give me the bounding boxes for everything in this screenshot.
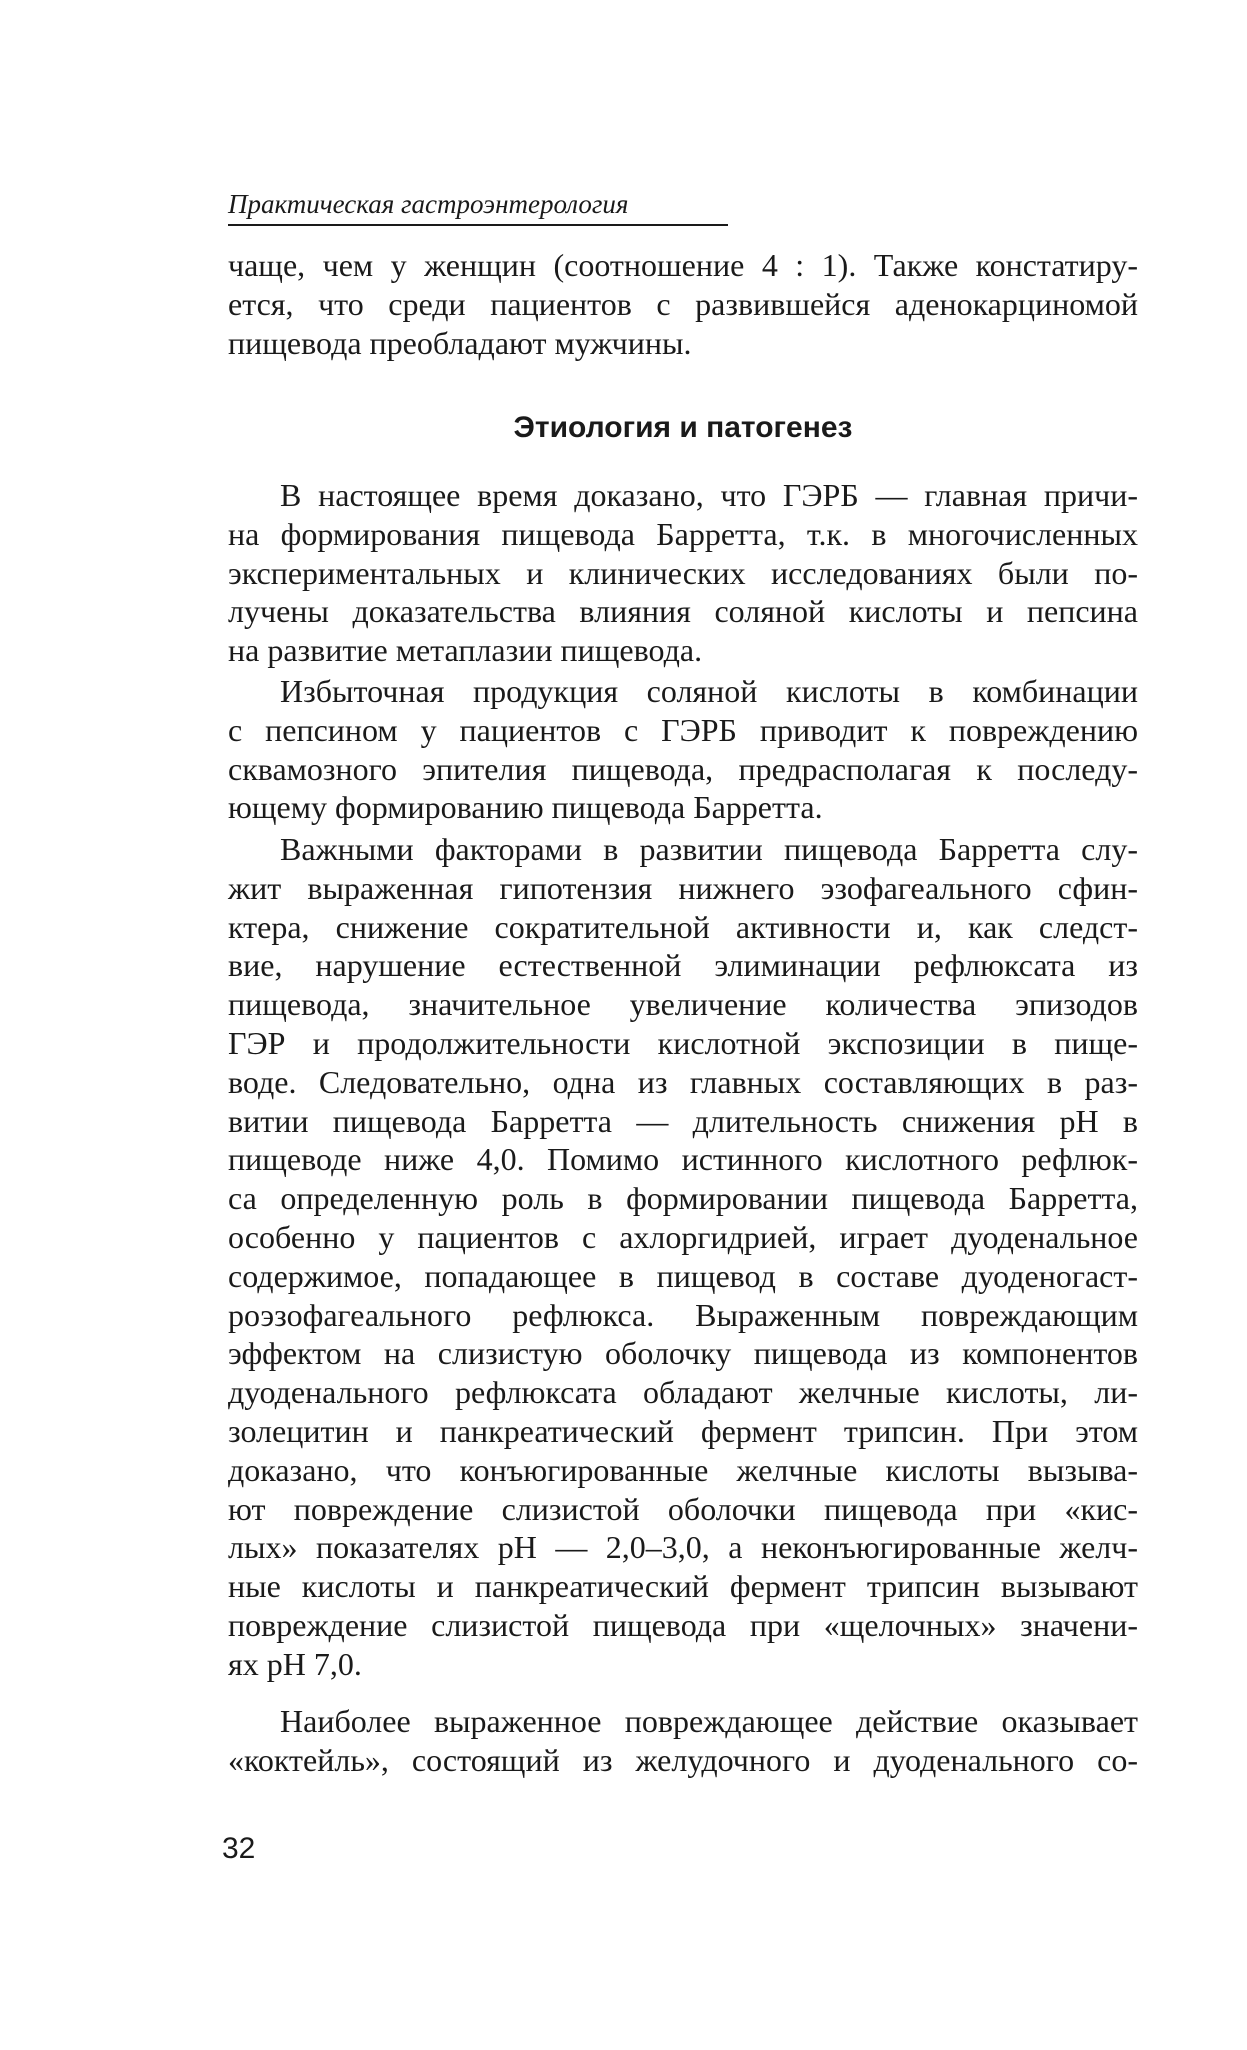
text-line: жит выраженная гипотензия нижнего эзофагеального сфин-: [228, 869, 1138, 906]
text-line: ющему формированию пищевода Барретта.: [228, 789, 823, 826]
intro-paragraph: [228, 246, 1138, 362]
text-line: В настоящее время доказано, что ГЭРБ — главная причи-: [280, 477, 1138, 513]
text-line: ктера, снижение сократительной активности и, как следст-: [228, 908, 1138, 945]
text-line: ные кислоты и панкреатический фермент трипсин вызывают: [228, 1568, 1138, 1605]
page-number: 32: [222, 1832, 256, 1865]
text-line: лучены доказательства влияния соляной кислоты и пепсина: [228, 593, 1138, 630]
text-line: с пепсином у пациентов с ГЭРБ приводит к повреждению: [228, 711, 1138, 748]
text-line: лых» показателях pH — 2,0–3,0, а неконъюгированные желч-: [228, 1529, 1138, 1566]
text-line: содержимое, попадающее в пищевод в составе дуоденогаст-: [228, 1257, 1138, 1294]
paragraph-1: [228, 476, 1138, 670]
text-line: ется, что среди пациентов с развившейся аденокарциномой: [228, 285, 1138, 322]
text-line: пищевода преобладают мужчины.: [228, 324, 692, 361]
text-line: Наиболее выраженное повреждающее действие оказывает: [280, 1703, 1138, 1739]
text-line: золецитин и панкреатический фермент трипсин. При этом: [228, 1412, 1138, 1449]
text-line: на формирования пищевода Барретта, т.к. в многочисленных: [228, 515, 1138, 552]
paragraph-2: [228, 672, 1138, 827]
text-line: ют повреждение слизистой оболочки пищевода при «кис-: [228, 1490, 1138, 1527]
text-line: Важными факторами в развитии пищевода Барретта слу-: [280, 831, 1138, 867]
text-line: на развитие метаплазии пищевода.: [228, 632, 703, 669]
text-line: дуоденального рефлюксата обладают желчные кислоты, ли-: [228, 1374, 1138, 1411]
text-line: особенно у пациентов с ахлоргидрией, играет дуоденальное: [228, 1218, 1138, 1255]
text-line: доказано, что конъюгированные желчные кислоты вызыва-: [228, 1451, 1138, 1488]
text-line: воде. Следовательно, одна из главных составляющих в раз-: [228, 1063, 1138, 1100]
section-heading: Этиология и патогенез: [513, 411, 853, 444]
text-line: чаще, чем у женщин (соотношение 4 : 1). Также констатиру-: [228, 247, 1138, 283]
text-line: роэзофагеального рефлюкса. Выраженным повреждающим: [228, 1296, 1138, 1333]
text-line: ГЭР и продолжительности кислотной экспозиции в пище-: [228, 1024, 1138, 1061]
text-line: са определенную роль в формировании пищевода Барретта,: [228, 1180, 1138, 1217]
text-line: эффектом на слизистую оболочку пищевода из компонентов: [228, 1335, 1138, 1372]
running-title: Практическая гастроэнтерология: [228, 189, 629, 219]
running-header: [228, 188, 728, 226]
text-line: сквамозного эпителия пищевода, предрасполагая к последу-: [228, 750, 1138, 787]
text-line: «коктейль», состоящий из желудочного и дуоденального со-: [228, 1741, 1138, 1778]
text-line: пищевода, значительное увеличение количества эпизодов: [228, 986, 1138, 1023]
text-line: пищеводе ниже 4,0. Помимо истинного кислотного рефлюк-: [228, 1141, 1138, 1178]
paragraph-4: [228, 1702, 1138, 1780]
text-line: витии пищевода Барретта — длительность снижения pH в: [228, 1102, 1138, 1139]
text-line: вие, нарушение естественной элиминации рефлюксата из: [228, 947, 1138, 984]
text-line: Избыточная продукция соляной кислоты в комбинации: [280, 673, 1138, 709]
text-line: экспериментальных и клинических исследованиях были по-: [228, 554, 1138, 591]
paragraph-3: [228, 830, 1138, 1684]
text-line: повреждение слизистой пищевода при «щелочных» значени-: [228, 1606, 1138, 1643]
text-line: ях pH 7,0.: [228, 1645, 362, 1682]
